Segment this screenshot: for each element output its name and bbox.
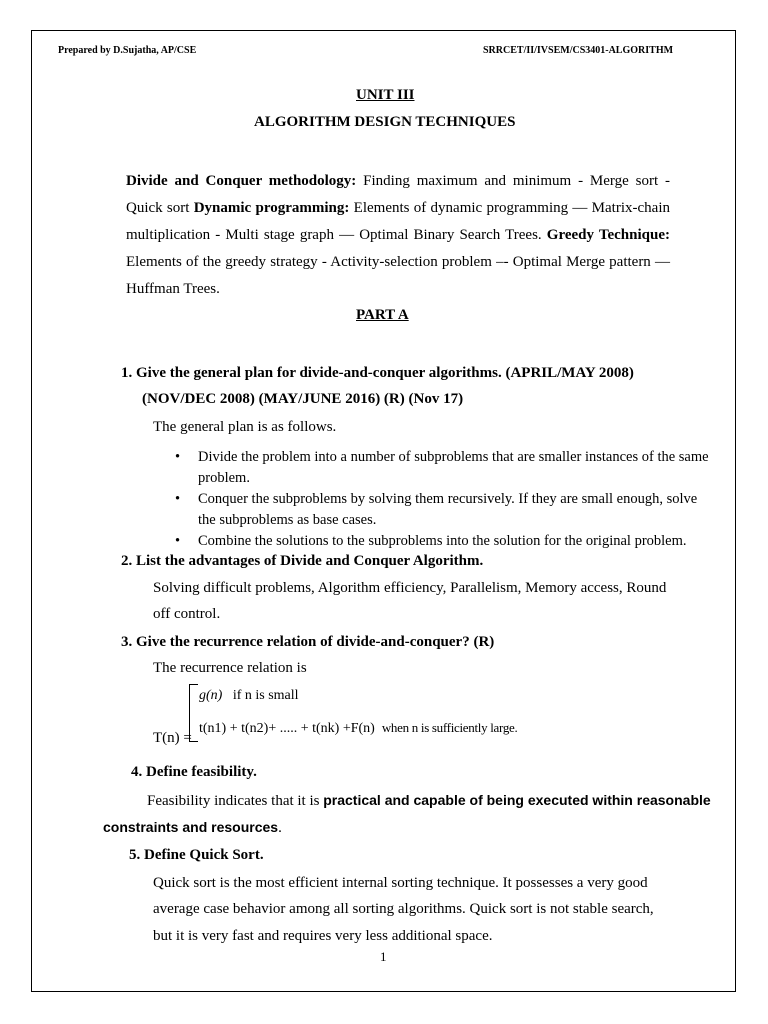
syllabus-greedy-label: Greedy Technique: <box>546 227 670 243</box>
recurrence-case1 <box>199 688 299 704</box>
q4-answer-line2-end: . <box>278 820 282 836</box>
syllabus-dp-text: Elements of dynamic programming — Matrix-chain multiplication - Multi stage graph — Optimal Binary Search Trees. <box>126 200 670 243</box>
syllabus-dc-label: Divide and Conquer methodology: <box>126 173 357 189</box>
bullet-icon: • <box>175 449 181 465</box>
bullet-text: Conquer the subproblems by solving them recursively. If they are small enough, solve the subproblems as base cases. <box>198 491 698 528</box>
part-heading: PART A <box>356 307 409 323</box>
recurrence-case1-cond: if n is small <box>232 688 299 703</box>
q1-bullet-list <box>175 447 710 552</box>
q5-answer-line2: average case behavior among all sorting algorithms. Quick sort is not stable search, <box>153 901 654 917</box>
q4-answer-pre: Feasibility indicates that it is <box>147 793 324 809</box>
unit-heading: UNIT III <box>356 87 415 103</box>
q4-answer-line1 <box>147 792 711 810</box>
q3-intro: The recurrence relation is <box>153 660 307 676</box>
page-title: ALGORITHM DESIGN TECHNIQUES <box>254 114 516 130</box>
q4-answer-line2 <box>103 819 282 837</box>
recurrence-case2-cond: when n is sufficiently large. <box>381 720 518 735</box>
recurrence-case1-fn: g(n) <box>199 688 223 703</box>
header-author: Prepared by D.Sujatha, AP/CSE <box>58 45 197 56</box>
q3-question: 3. Give the recurrence relation of divide-and-conquer? (R) <box>121 634 495 650</box>
q2-answer-line2: off control. <box>153 606 221 622</box>
q4-answer-bold: practical and capable of being executed within reasonable <box>323 792 711 808</box>
list-item <box>175 489 710 531</box>
list-item <box>175 447 710 489</box>
recurrence-lhs: T(n) = <box>153 730 192 746</box>
q1-question-line2: (NOV/DEC 2008) (MAY/JUNE 2016) (R) (Nov 17) <box>142 391 464 407</box>
q4-answer-line2-bold: constraints and resources <box>103 819 279 835</box>
syllabus-dc-text: Finding maximum and minimum - Merge sort - Quick sort <box>126 173 670 216</box>
recurrence-case2-expr: t(n1) + t(n2)+ ..... + t(nk) +F(n) <box>199 721 375 736</box>
bullet-icon: • <box>175 491 181 507</box>
q5-answer-line1: Quick sort is the most efficient internal sorting technique. It possesses a very good <box>153 875 648 891</box>
recurrence-case2 <box>199 720 517 737</box>
bullet-text: Divide the problem into a number of subproblems that are smaller instances of the same problem. <box>198 449 709 486</box>
q5-question: 5. Define Quick Sort. <box>129 847 264 863</box>
bullet-text: Combine the solutions to the subproblems into the solution for the original problem. <box>198 533 687 549</box>
q5-answer-line3: but it is very fast and requires very less additional space. <box>153 928 493 944</box>
header-course-code: SRRCET/II/IVSEM/CS3401-ALGORITHM <box>483 45 674 56</box>
page-number: 1 <box>380 949 387 964</box>
q1-question-line1: 1. Give the general plan for divide-and-conquer algorithms. (APRIL/MAY 2008) <box>121 365 634 381</box>
q4-question: 4. Define feasibility. <box>131 764 257 780</box>
q2-answer-line1: Solving difficult problems, Algorithm efficiency, Parallelism, Memory access, Round <box>153 580 667 596</box>
syllabus-paragraph <box>126 168 670 303</box>
list-item <box>175 531 710 552</box>
syllabus-dp-label: Dynamic programming: <box>193 200 350 216</box>
q1-intro: The general plan is as follows. <box>153 419 337 435</box>
syllabus-greedy-text: Elements of the greedy strategy - Activity-selection problem –- Optimal Merge pattern — Huffman Trees. <box>126 254 670 297</box>
bullet-icon: • <box>175 533 181 549</box>
q2-question: 2. List the advantages of Divide and Conquer Algorithm. <box>121 553 484 569</box>
